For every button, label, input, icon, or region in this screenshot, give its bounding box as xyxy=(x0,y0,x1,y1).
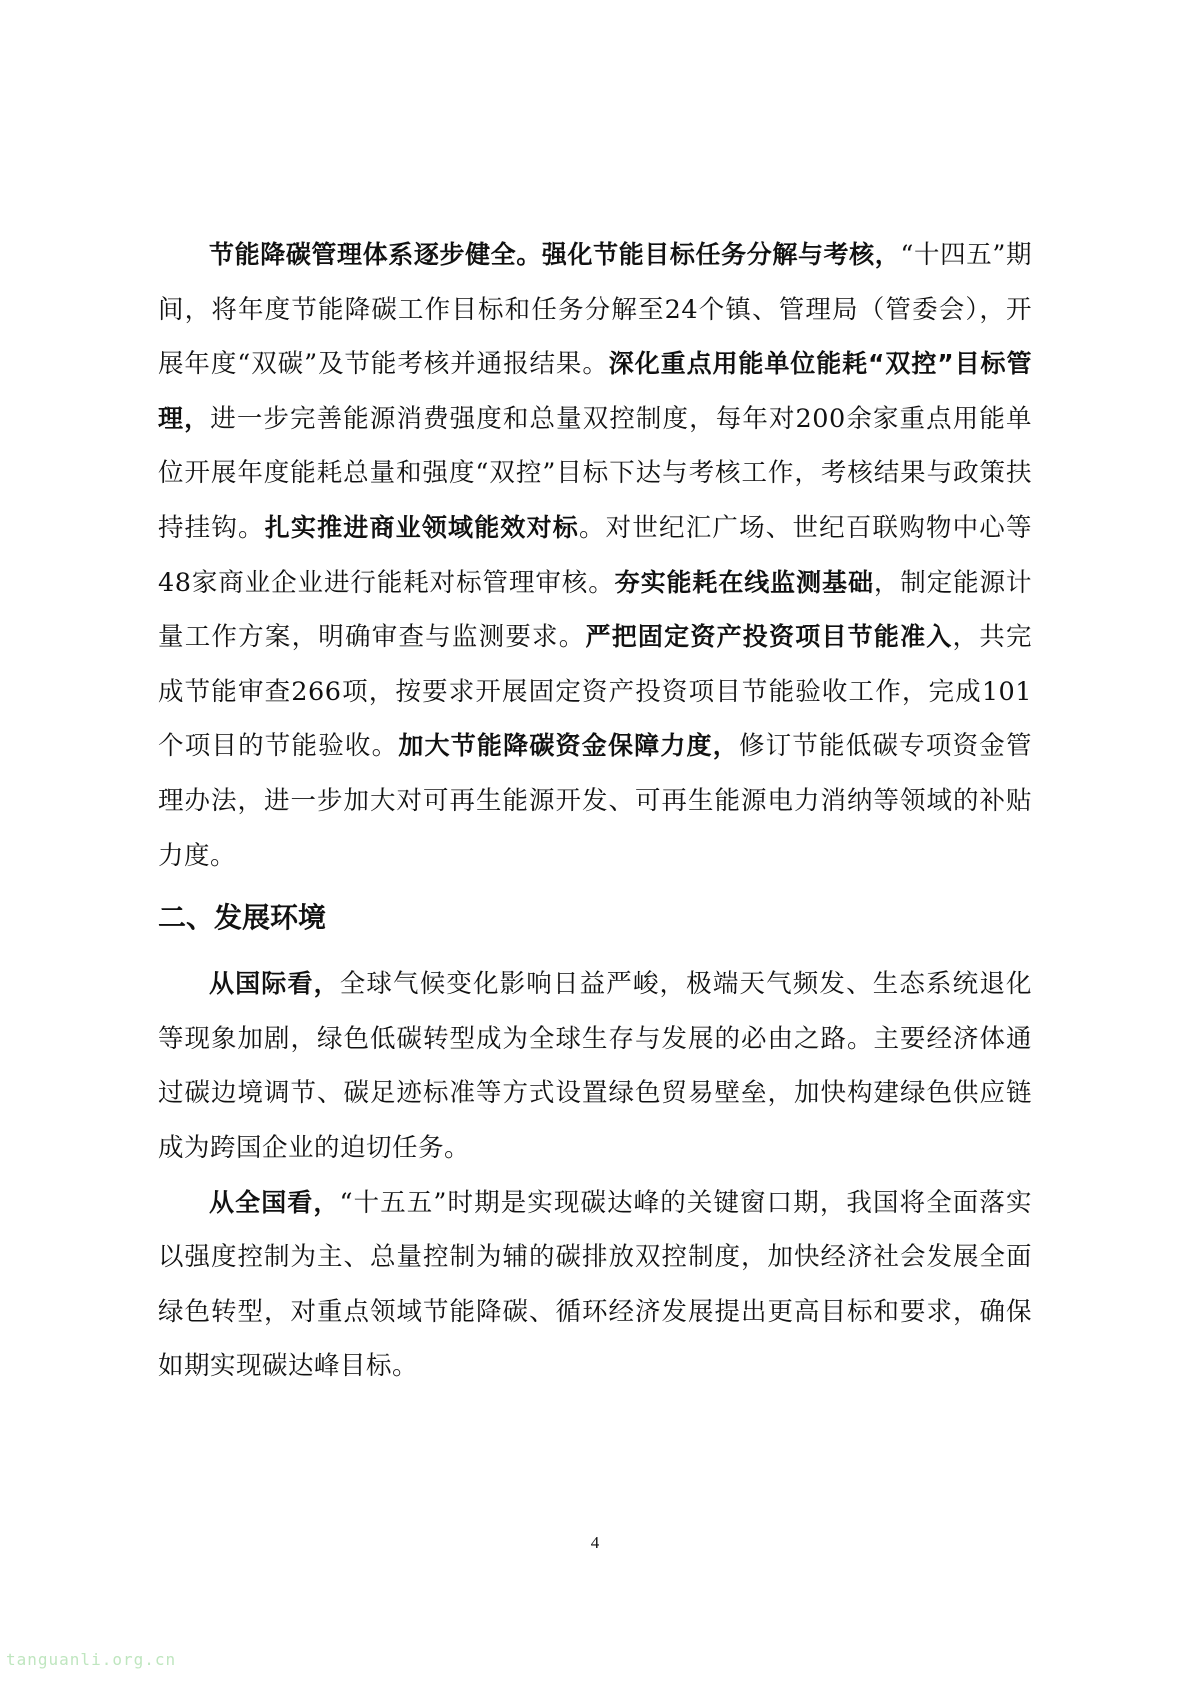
body-text: “十四五”期间，将年度节能降碳工作目标和任务分解至24个镇、管理局（管委会），开展年度“双碳”及节能考核并通报结果。 xyxy=(158,240,1032,380)
body-text: 全球气候变化影响日益严峻，极端天气频发、生态系统退化等现象加剧，绿色低碳转型成为全球生存与发展的必由之路。主要经济体通过碳边境调节、碳足迹标准等方式设置绿色贸易壁垒，加快构建绿色供应链成为跨国企业的迫切任务。 xyxy=(158,969,1032,1163)
bold-lead: 从国际看， xyxy=(209,969,340,999)
bold-lead: 从全国看， xyxy=(209,1187,340,1217)
bold-lead: 夯实能耗在线监测基础 xyxy=(614,567,874,597)
bold-lead: 严把固定资产投资项目节能准入 xyxy=(585,622,953,652)
page-number: 4 xyxy=(590,1533,600,1552)
bold-lead: 加大节能降碳资金保障力度， xyxy=(398,731,739,761)
bold-lead: 节能降碳管理体系逐步健全。强化节能目标任务分解与考核， xyxy=(209,240,901,269)
bold-lead: 深化重点用能单位能耗“双控”目标管理， xyxy=(158,349,1032,433)
body-text: 进一步完善能源消费强度和总量双控制度，每年对200余家重点用能单位开展年度能耗总量和强度“双控”目标下达与考核工作，考核结果与政策扶持挂钩。 xyxy=(158,403,1032,543)
section-heading: 二、发展环境 xyxy=(158,901,327,935)
paragraph-energy-management xyxy=(158,228,1032,883)
body-text: “十五五”时期是实现碳达峰的关键窗口期，我国将全面落实以强度控制为主、总量控制为辅的碳排放双控制度，加快经济社会发展全面绿色转型，对重点领域节能降碳、循环经济发展提出更高目标和要求，确保如期实现碳达峰目标。 xyxy=(158,1187,1032,1382)
document-body xyxy=(158,228,1032,1394)
body-text: ，制定能源计量工作方案，明确审查与监测要求。 xyxy=(158,567,1032,653)
bold-lead: 扎实推进商业领域能效对标 xyxy=(264,512,579,542)
body-text: ，共完成节能审查266项，按要求开展固定资产投资项目节能验收工作，完成101个项目的节能验收。 xyxy=(158,622,1032,762)
watermark: tanguanli.org.cn xyxy=(6,1650,177,1669)
paragraph-international xyxy=(158,957,1032,1175)
paragraph-national xyxy=(158,1176,1032,1394)
body-text: 修订节能低碳专项资金管理办法，进一步加大对可再生能源开发、可再生能源电力消纳等领域的补贴力度。 xyxy=(158,731,1032,871)
body-text: 。对世纪汇广场、世纪百联购物中心等48家商业企业进行能耗对标管理审核。 xyxy=(158,512,1032,598)
